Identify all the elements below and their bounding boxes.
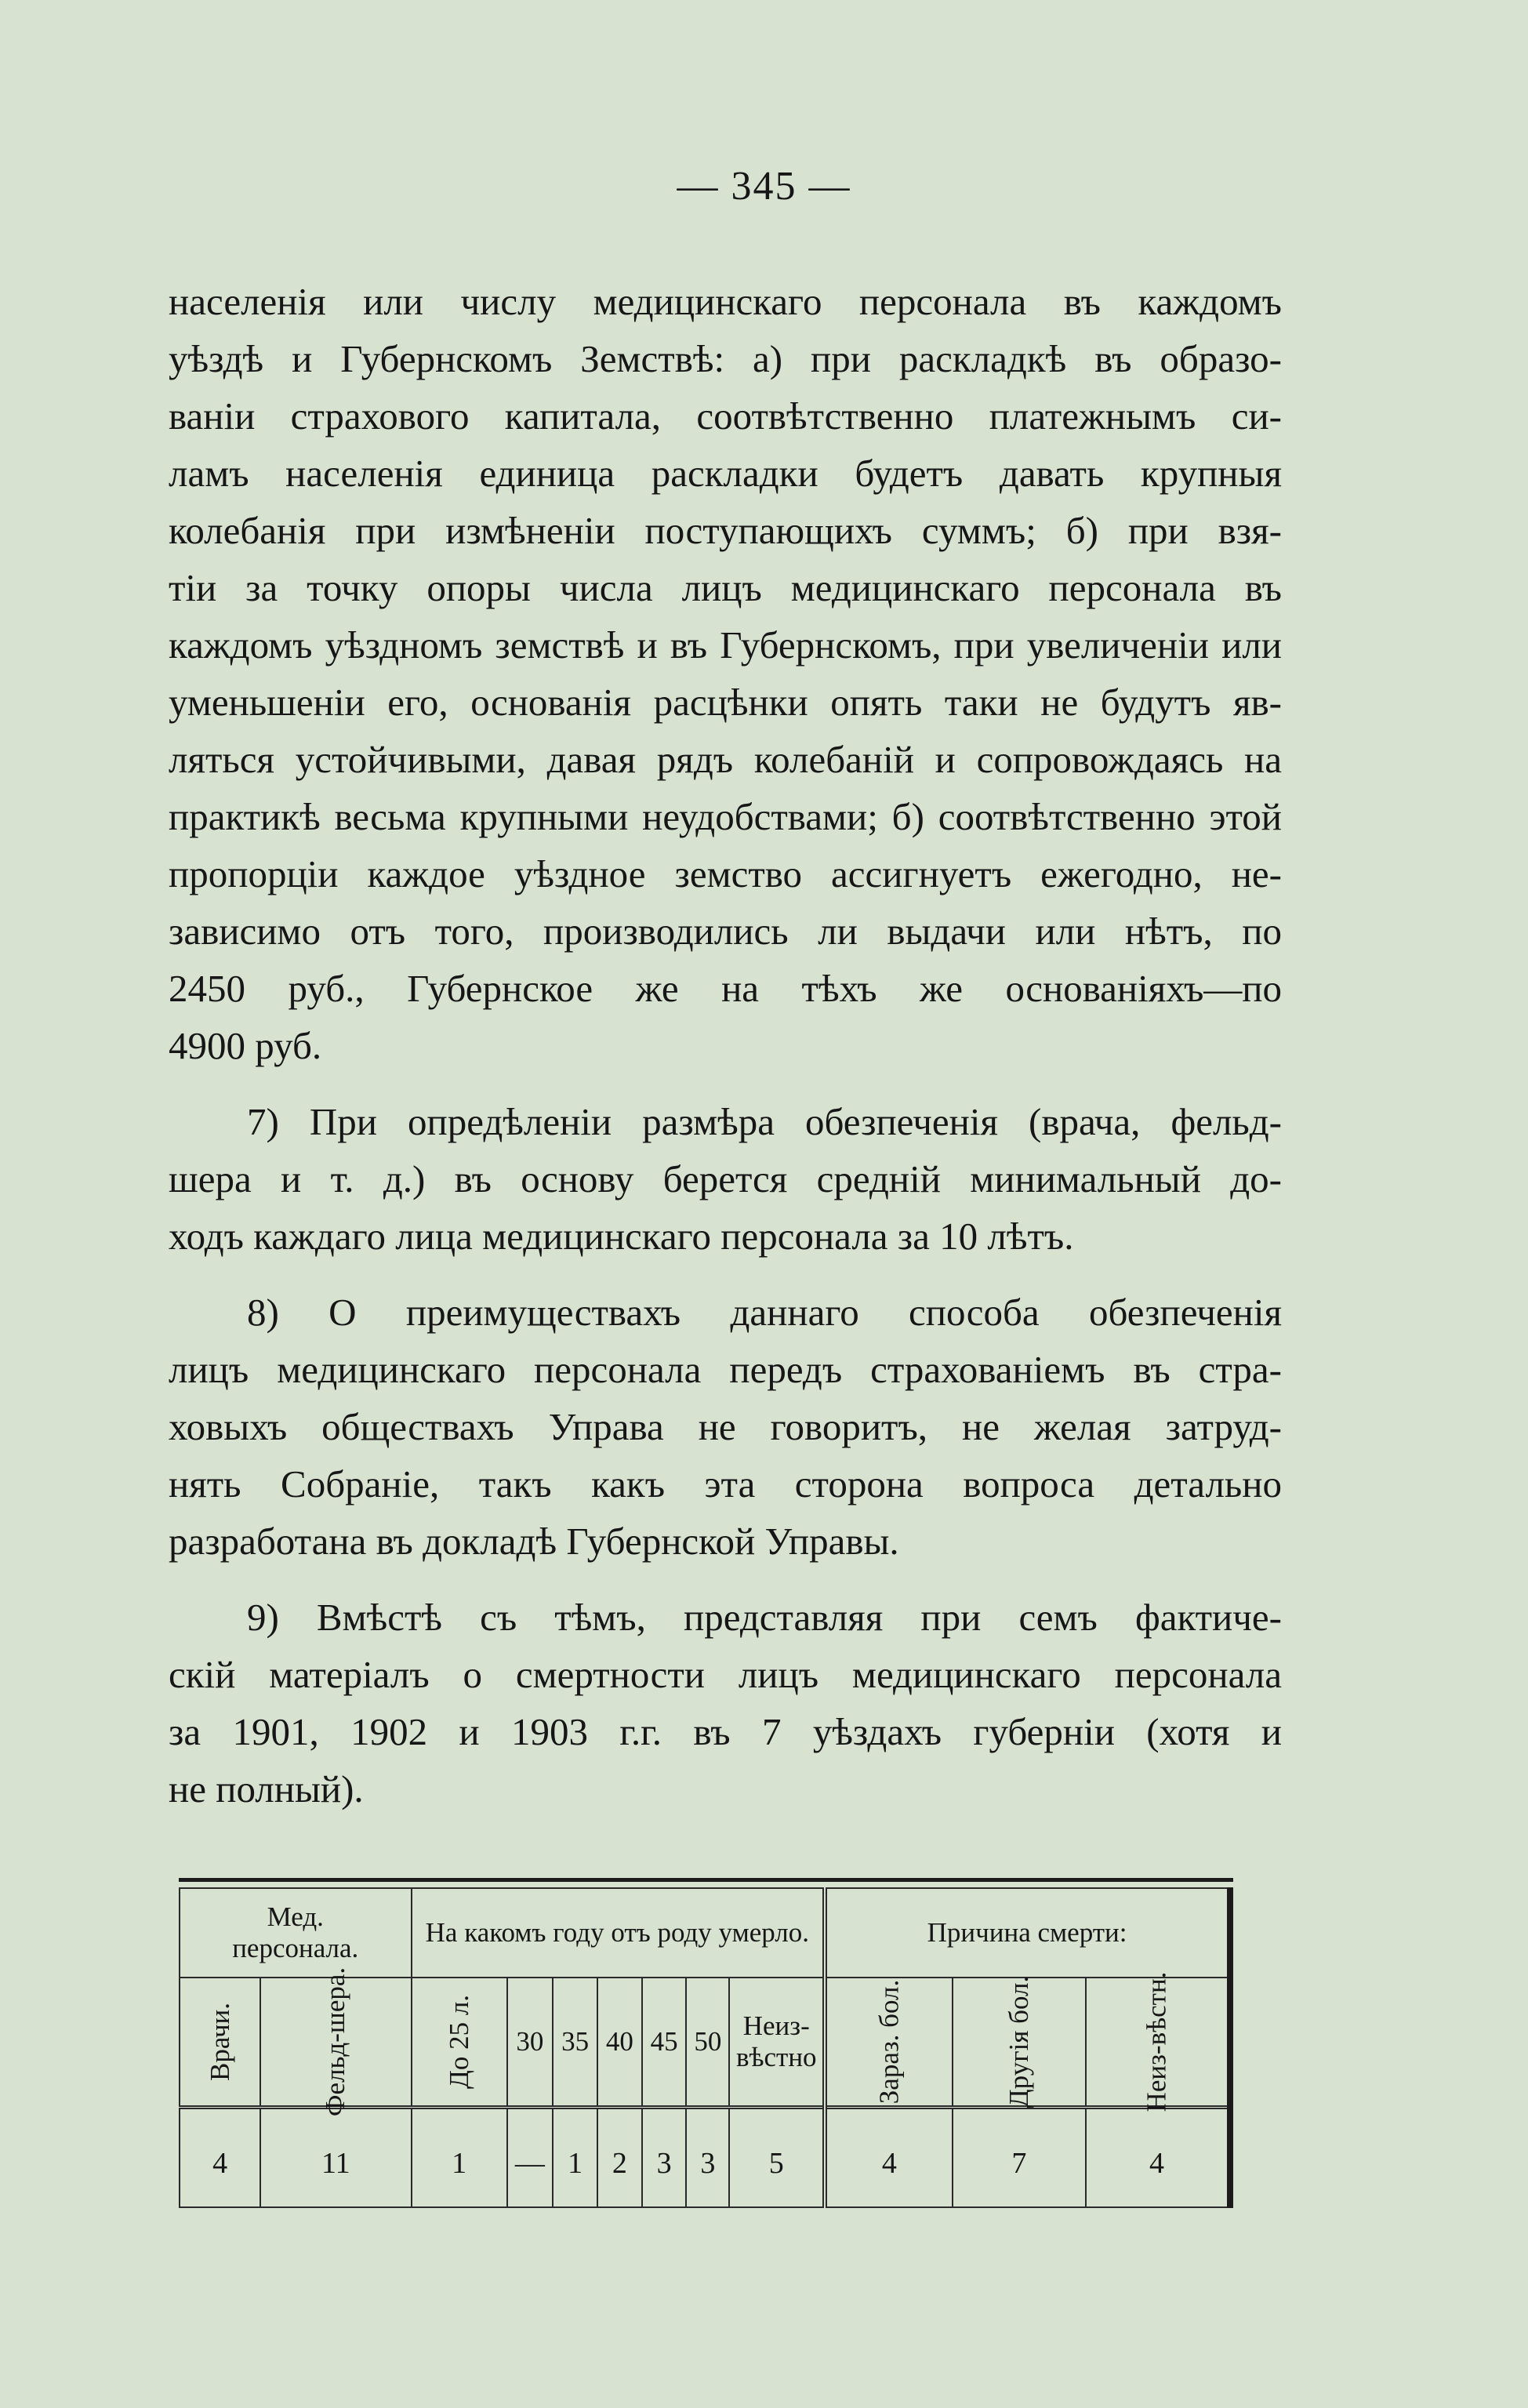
subheader-age-25: До 25 л. [412,1978,507,2108]
table-row [180,2108,1230,2208]
text-line: шера и т. д.) въ основу берется средній минимальный до- [169,1157,1282,1200]
subheader-doctors: Врачи. [180,1978,260,2108]
text-line: тіи за точку опоры числа лицъ медицинскаго персонала въ [169,566,1282,609]
subheader-feldshers: Фельд-шера. [260,1978,411,2108]
value-age-30: — [507,2108,553,2208]
subheader-cause-unknown: Неиз-вѣстн. [1086,1978,1230,2108]
text-line: нять Собраніе, такъ какъ эта сторона вопроса детально [169,1462,1282,1505]
text-line: ламъ населенія единица раскладки будетъ давать крупныя [169,452,1282,495]
text-line: ляться устойчивыми, давая рядъ колебаній и сопровождаясь на [169,738,1282,781]
text-line: пропорціи каждое уѣздное земство ассигнуетъ ежегодно, не- [169,852,1282,895]
text-line: скій матеріалъ о смертности лицъ медицинскаго персонала [169,1653,1282,1696]
subheader-age-50: 50 [686,1978,729,2108]
value-age-25: 1 [412,2108,507,2208]
text-line: разработана въ докладѣ Губернской Управы. [169,1520,899,1563]
text-line: уменьшеніи его, основанія расцѣнки опять таки не будутъ яв- [169,681,1282,724]
value-age-45: 3 [642,2108,687,2208]
text-line: практикѣ весьма крупными неудобствами; б) соотвѣтственно этой [169,795,1282,838]
text-line: населенія или числу медицинскаго персонала въ каждомъ [169,280,1282,323]
text-line: 7) При опредѣленіи размѣра обезпеченія (врача, фельд- [247,1100,1282,1143]
text-line: за 1901, 1902 и 1903 г.г. въ 7 уѣздахъ губерніи (хотя и [169,1710,1282,1753]
value-doctors: 4 [180,2108,260,2208]
text-line: ховыхъ обществахъ Управа не говоритъ, не желая затруд- [169,1405,1282,1448]
subheader-infectious: Зараз. бол. [825,1978,953,2108]
subheader-age-unknown: Неиз-вѣстно [729,1978,825,2108]
header-age: На какомъ году отъ роду умерло. [412,1888,826,1978]
mortality-table [179,1878,1233,2208]
page-number: — 345 — [677,164,851,209]
text-line: уѣздѣ и Губернскомъ Земствѣ: а) при раскладкѣ въ образо- [169,337,1282,380]
text-line: 4900 руб. [169,1024,322,1067]
subheader-age-30: 30 [507,1978,553,2108]
text-line: каждомъ уѣздномъ земствѣ и въ Губернскомъ, при увеличеніи или [169,623,1282,666]
text-line: колебанія при измѣненіи поступающихъ суммъ; б) при взя- [169,509,1282,552]
subheader-age-45: 45 [642,1978,687,2108]
header-cause: Причина смерти: [825,1888,1230,1978]
value-feldshers: 11 [260,2108,411,2208]
text-line: ваніи страхового капитала, соотвѣтственно платежнымъ си- [169,394,1282,438]
value-age-50: 3 [686,2108,729,2208]
text-line: зависимо отъ того, производились ли выдачи или нѣтъ, по [169,910,1282,953]
table-top-rule [179,1878,1233,1882]
text-line: лицъ медицинскаго персонала передъ страхованіемъ въ стра- [169,1348,1282,1391]
subheader-age-35: 35 [553,1978,597,2108]
text-line: ходъ каждаго лица медицинскаго персонала за 10 лѣтъ. [169,1215,1074,1258]
header-staff: Мед. персонала. [180,1888,412,1978]
value-age-35: 1 [553,2108,597,2208]
text-line: 2450 руб., Губернское же на тѣхъ же основаніяхъ—по [169,967,1282,1010]
subheader-age-40: 40 [597,1978,642,2108]
value-other-disease: 7 [953,2108,1086,2208]
body-text [169,273,1282,1818]
subheader-other-disease: Другія бол. [953,1978,1086,2108]
text-line: не полный). [169,1767,364,1811]
text-line: 9) Вмѣстѣ съ тѣмъ, представляя при семъ фактиче- [247,1596,1282,1639]
value-age-40: 2 [597,2108,642,2208]
value-cause-unknown: 4 [1086,2108,1230,2208]
value-age-unknown: 5 [729,2108,825,2208]
value-infectious: 4 [825,2108,953,2208]
text-line: 8) О преимуществахъ даннаго способа обезпеченія [247,1291,1282,1334]
mortality-table-grid [179,1887,1233,2208]
